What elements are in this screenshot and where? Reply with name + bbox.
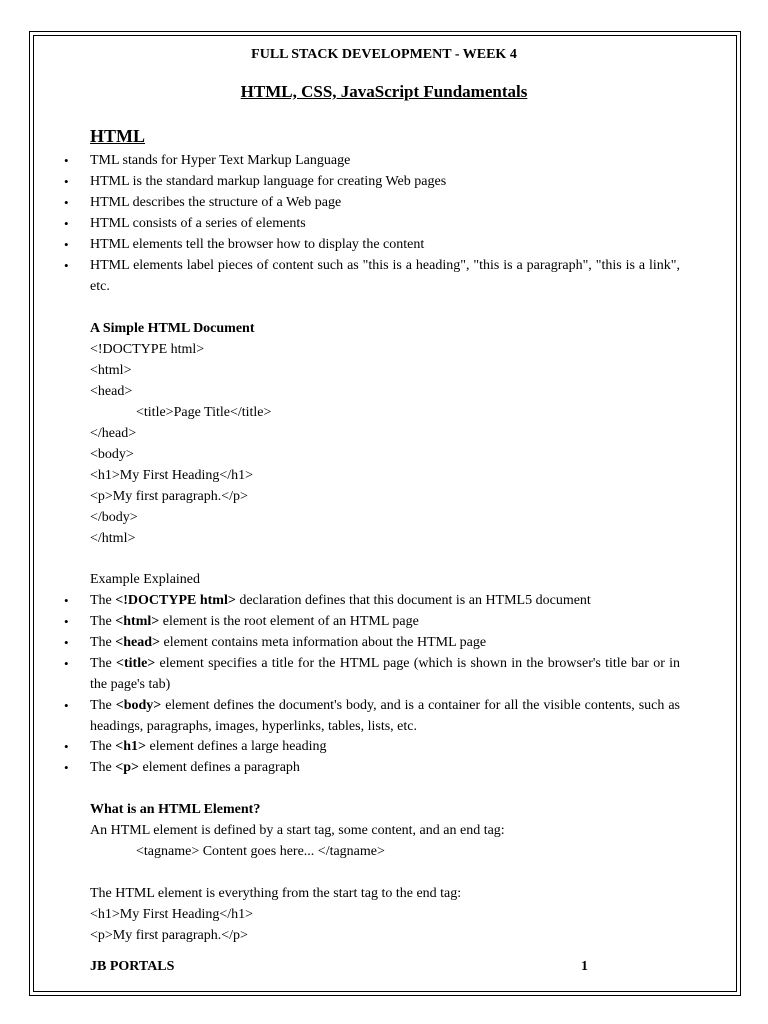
section-heading-html: HTML [90,126,146,146]
code-line: <h1>My First Heading</h1> [90,468,254,483]
code-line: <p>My first paragraph.</p> [90,489,248,504]
list-item: HTML consists of a series of elements [90,216,306,231]
footer-brand: JB PORTALS [90,959,175,974]
bullet-marker: • [64,635,69,650]
code-line: </body> [90,510,138,525]
bullet-marker: • [64,698,69,713]
list-item: The <html> element is the root element of an HTML page [90,614,419,629]
code-line: <p>My first paragraph.</p> [90,928,248,943]
list-item: The <p> element defines a paragraph [90,760,300,775]
code-line: <head> [90,384,133,399]
document-title: FULL STACK DEVELOPMENT - WEEK 4 [251,47,517,62]
page-number: 1 [581,959,588,974]
code-line: <h1>My First Heading</h1> [90,907,254,922]
bullet-marker: • [64,237,69,252]
list-item: The <!DOCTYPE html> declaration defines that this document is an HTML5 document [90,593,591,608]
list-item: TML stands for Hyper Text Markup Language [90,153,351,168]
code-line: </html> [90,531,136,546]
bullet-marker: • [64,614,69,629]
bullet-marker: • [64,760,69,775]
list-item: HTML describes the structure of a Web page [90,195,342,210]
subheading-html-element: What is an HTML Element? [90,802,261,817]
code-line: <html> [90,363,132,378]
document-subtitle: HTML, CSS, JavaScript Fundamentals [240,82,528,101]
list-item: The <head> element contains meta information about the HTML page [90,635,487,650]
bullet-marker: • [64,593,69,608]
bullet-marker: • [64,739,69,754]
list-item: HTML is the standard markup language for creating Web pages [90,174,447,189]
code-line: <title>Page Title</title> [136,405,272,420]
code-line: <tagname> Content goes here... </tagname> [136,844,385,859]
bullet-marker: • [64,195,69,210]
code-line: <!DOCTYPE html> [90,342,205,357]
bullet-marker: • [64,153,69,168]
bullet-marker: • [64,174,69,189]
bullet-marker: • [64,656,69,671]
subheading-simple-document: A Simple HTML Document [90,321,255,336]
list-item: The <body> element defines the document's body, and is a container for all the visible contents, such as headings, paragraphs, images, hyperlinks, tables, lists, etc. [90,698,680,734]
subheading-example-explained: Example Explained [90,572,201,587]
list-item: HTML elements label pieces of content such as "this is a heading", "this is a paragraph", "this is a link", etc. [90,258,680,294]
bullet-marker: • [64,258,69,273]
list-item: The <title> element specifies a title for the HTML page (which is shown in the browser's title bar or in the page's tab) [90,656,681,692]
paragraph: The HTML element is everything from the start tag to the end tag: [90,886,462,901]
code-line: </head> [90,426,137,441]
bullet-marker: • [64,216,69,231]
code-line: <body> [90,447,134,462]
list-item: The <h1> element defines a large heading [90,739,327,754]
list-item: HTML elements tell the browser how to display the content [90,237,425,252]
paragraph: An HTML element is defined by a start tag, some content, and an end tag: [90,823,505,838]
